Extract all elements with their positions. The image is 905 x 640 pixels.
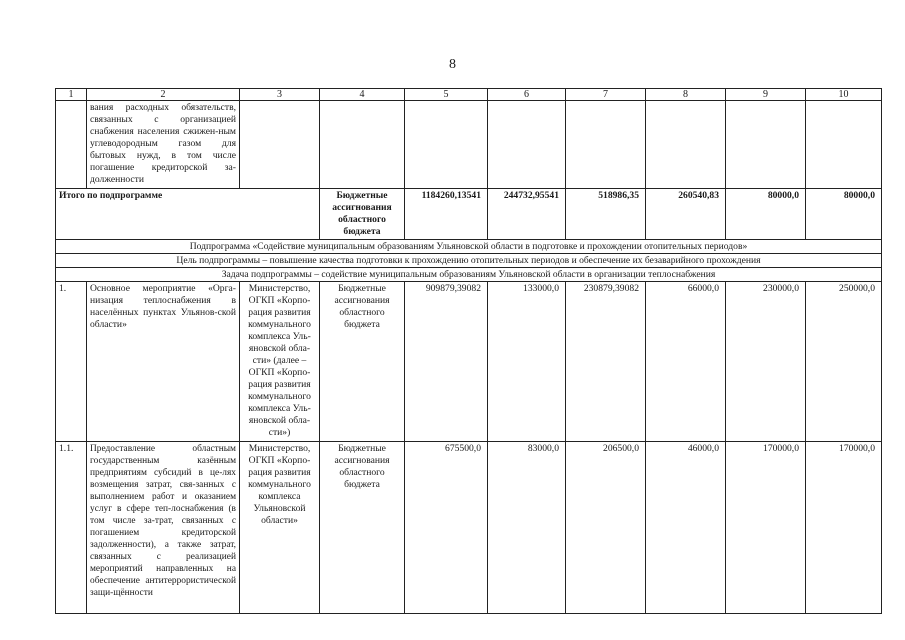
cell-empty [806,101,882,189]
row-source: Бюджетные ассигнования областного бюджета [320,282,405,442]
total-value-8: 260540,83 [646,189,726,240]
page-number: 8 [449,57,456,72]
row-number: 1. [56,282,87,442]
total-row [56,189,882,240]
cell-empty [646,101,726,189]
program-table [55,88,882,614]
row-name: Предоставление областным государственным казённым предприятиям субсидий в це-лях возмещения затрат, свя-занных с выполнением работ и оказанием услуг в сфере теп-лоснабжения (в том числе за-трат, связанных с погашением кредиторской задолженности), а также затрат, связанных с реализацией мероприятий направленных на обеспечение антитеррористической защи-щённости [87,442,240,614]
col-header-2: 2 [87,89,240,101]
total-value-5: 1184260,13541 [405,189,488,240]
col-header-4: 4 [320,89,405,101]
row-value-5: 909879,39082 [405,282,488,442]
header-row [56,89,882,101]
continuation-text: вания расходных обязательств, связанных с организацией снабжения населения сжижен-ным углеводородным газом для бытовых нужд, в том числе погашение кредиторской за-долженности [87,101,240,189]
continuation-row [56,101,882,189]
row-value-7: 230879,39082 [566,282,646,442]
total-value-9: 80000,0 [726,189,806,240]
table-row [56,282,882,442]
table-row [56,442,882,614]
row-source: Бюджетные ассигнования областного бюджета [320,442,405,614]
row-value-5: 675500,0 [405,442,488,614]
total-source: Бюджетные ассигнования областного бюджета [320,189,405,240]
col-header-9: 9 [726,89,806,101]
subprogram-goal: Цель подпрограммы – повышение качества подготовки к прохождению отопительных периодов и обеспечение их безаварийного прохождения [56,254,882,268]
row-value-9: 170000,0 [726,442,806,614]
col-header-3: 3 [240,89,320,101]
cell-empty [488,101,566,189]
col-header-5: 5 [405,89,488,101]
goal-row [56,254,882,268]
subprogram-title: Подпрограмма «Содействие муниципальным образованиям Ульяновской области в подготовке и прохождении отопительных периодов» [56,240,882,254]
row-executor: Министерство, ОГКП «Корпо-рация развития коммунального комплекса Уль-яновской обла-сти» (далее – ОГКП «Корпо-рация развития коммунального комплекса Уль-яновской обла-сти») [240,282,320,442]
cell-empty [240,101,320,189]
task-row [56,268,882,282]
row-value-9: 230000,0 [726,282,806,442]
row-value-8: 66000,0 [646,282,726,442]
row-value-10: 170000,0 [806,442,882,614]
row-executor: Министерство, ОГКП «Корпо-рация развития коммунального комплекса Ульяновской области» [240,442,320,614]
row-value-6: 83000,0 [488,442,566,614]
row-number: 1.1. [56,442,87,614]
cell-empty [320,101,405,189]
cell-empty [56,101,87,189]
row-name: Основное мероприятие «Орга-низация теплоснабжения в населённых пунктах Ульянов-ской области» [87,282,240,442]
row-value-10: 250000,0 [806,282,882,442]
cell-empty [726,101,806,189]
col-header-10: 10 [806,89,882,101]
total-value-6: 244732,95541 [488,189,566,240]
cell-empty [405,101,488,189]
col-header-8: 8 [646,89,726,101]
total-label: Итого по подпрограмме [56,189,320,240]
col-header-7: 7 [566,89,646,101]
row-value-7: 206500,0 [566,442,646,614]
subprogram-task: Задача подпрограммы – содействие муниципальным образованиям Ульяновской области в организации теплоснабжения [56,268,882,282]
col-header-6: 6 [488,89,566,101]
col-header-1: 1 [56,89,87,101]
row-value-6: 133000,0 [488,282,566,442]
total-value-7: 518986,35 [566,189,646,240]
cell-empty [566,101,646,189]
total-value-10: 80000,0 [806,189,882,240]
row-value-8: 46000,0 [646,442,726,614]
subprogram-row [56,240,882,254]
